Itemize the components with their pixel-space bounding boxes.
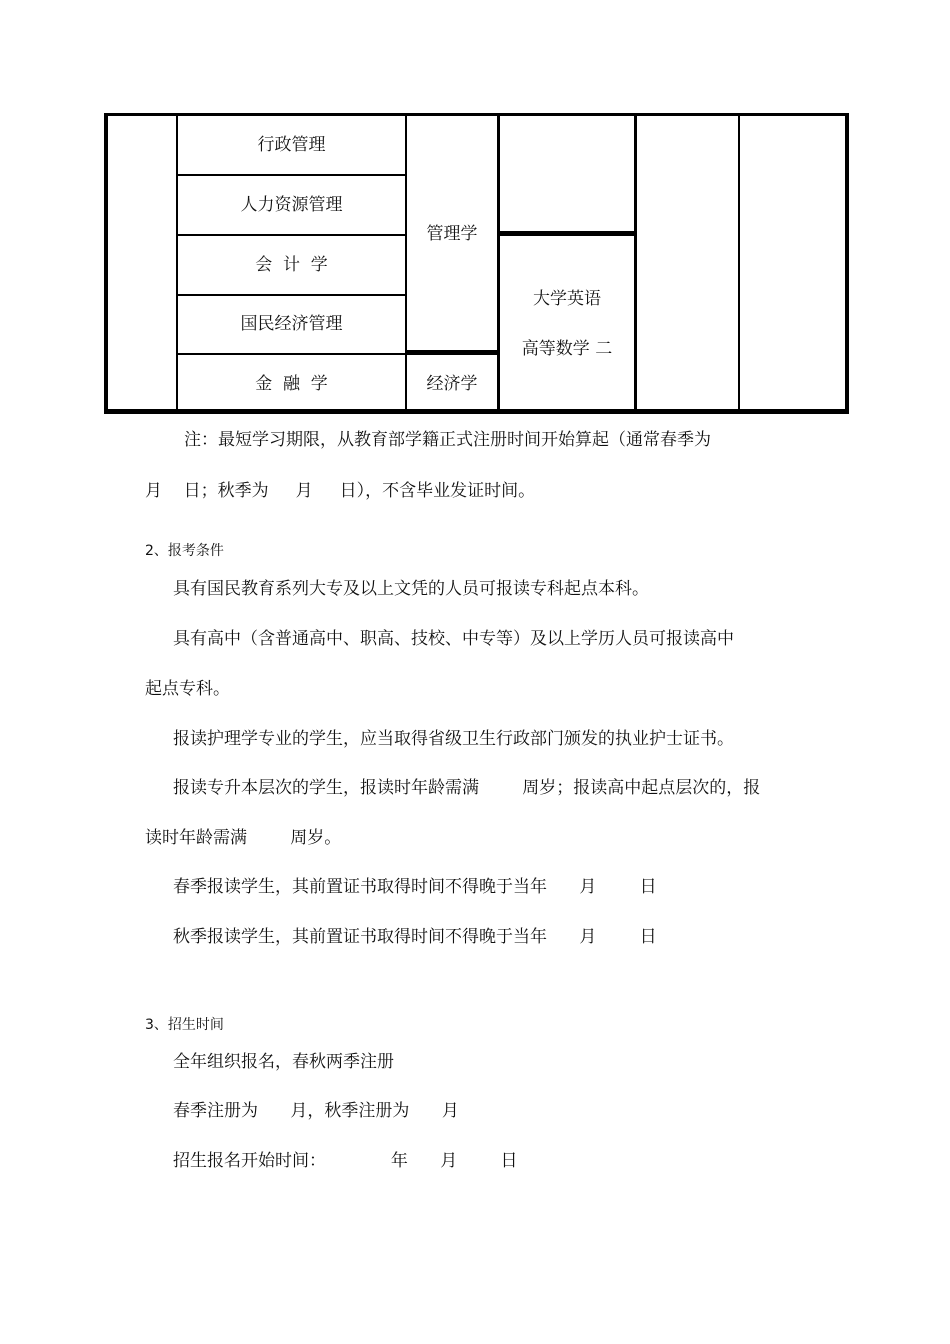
col-divider	[497, 113, 500, 414]
discipline-cell: 经济学	[426, 374, 478, 394]
discipline-cell: 管理学	[426, 224, 478, 244]
paragraph: 具有高中（含普通高中、职高、技校、中专等）及以上学历人员可报读高中	[173, 629, 734, 649]
note-line: 月 日；秋季为 月 日），不含毕业发证时间。	[145, 481, 536, 501]
major-cell: 金 融 学	[255, 374, 328, 394]
major-cell: 国民经济管理	[240, 314, 343, 334]
paragraph: 报读专升本层次的学生，报读时年龄需满 周岁；报读高中起点层次的，报	[173, 778, 761, 798]
section-heading: 3、招生时间	[145, 1017, 224, 1033]
row-divider	[176, 234, 407, 236]
discipline-divider	[405, 350, 500, 355]
paragraph: 秋季报读学生，其前置证书取得时间不得晚于当年 月 日	[173, 927, 657, 947]
row-divider	[176, 174, 407, 176]
table-right-border	[845, 113, 849, 414]
table-left-border	[104, 113, 108, 414]
major-cell: 人力资源管理	[240, 195, 343, 215]
paragraph: 报读护理学专业的学生，应当取得省级卫生行政部门颁发的执业护士证书。	[173, 729, 734, 749]
paragraph: 春季注册为 月，秋季注册为 月	[173, 1101, 459, 1121]
paragraph: 招生报名开始时间： 年 月 日	[173, 1151, 518, 1171]
subject-divider	[497, 231, 637, 236]
subject-cell: 大学英语	[533, 289, 601, 309]
note-line: 注：最短学习期限，从教育部学籍正式注册时间开始算起（通常春季为	[184, 430, 711, 450]
paragraph: 具有国民教育系列大专及以上文凭的人员可报读专科起点本科。	[173, 579, 649, 599]
col-divider	[405, 113, 407, 414]
paragraph: 读时年龄需满 周岁。	[145, 828, 342, 848]
row-divider	[176, 353, 407, 355]
section-heading: 2、报考条件	[145, 543, 224, 559]
row-divider	[176, 294, 407, 296]
major-cell: 会 计 学	[255, 255, 328, 275]
col-divider	[738, 113, 740, 414]
col-divider	[634, 113, 637, 414]
paragraph: 全年组织报名，春秋两季注册	[173, 1052, 394, 1072]
subject-cell: 高等数学 二	[521, 339, 613, 359]
major-cell: 行政管理	[257, 135, 326, 155]
paragraph: 春季报读学生，其前置证书取得时间不得晚于当年 月 日	[173, 877, 657, 897]
paragraph: 起点专科。	[145, 679, 230, 699]
